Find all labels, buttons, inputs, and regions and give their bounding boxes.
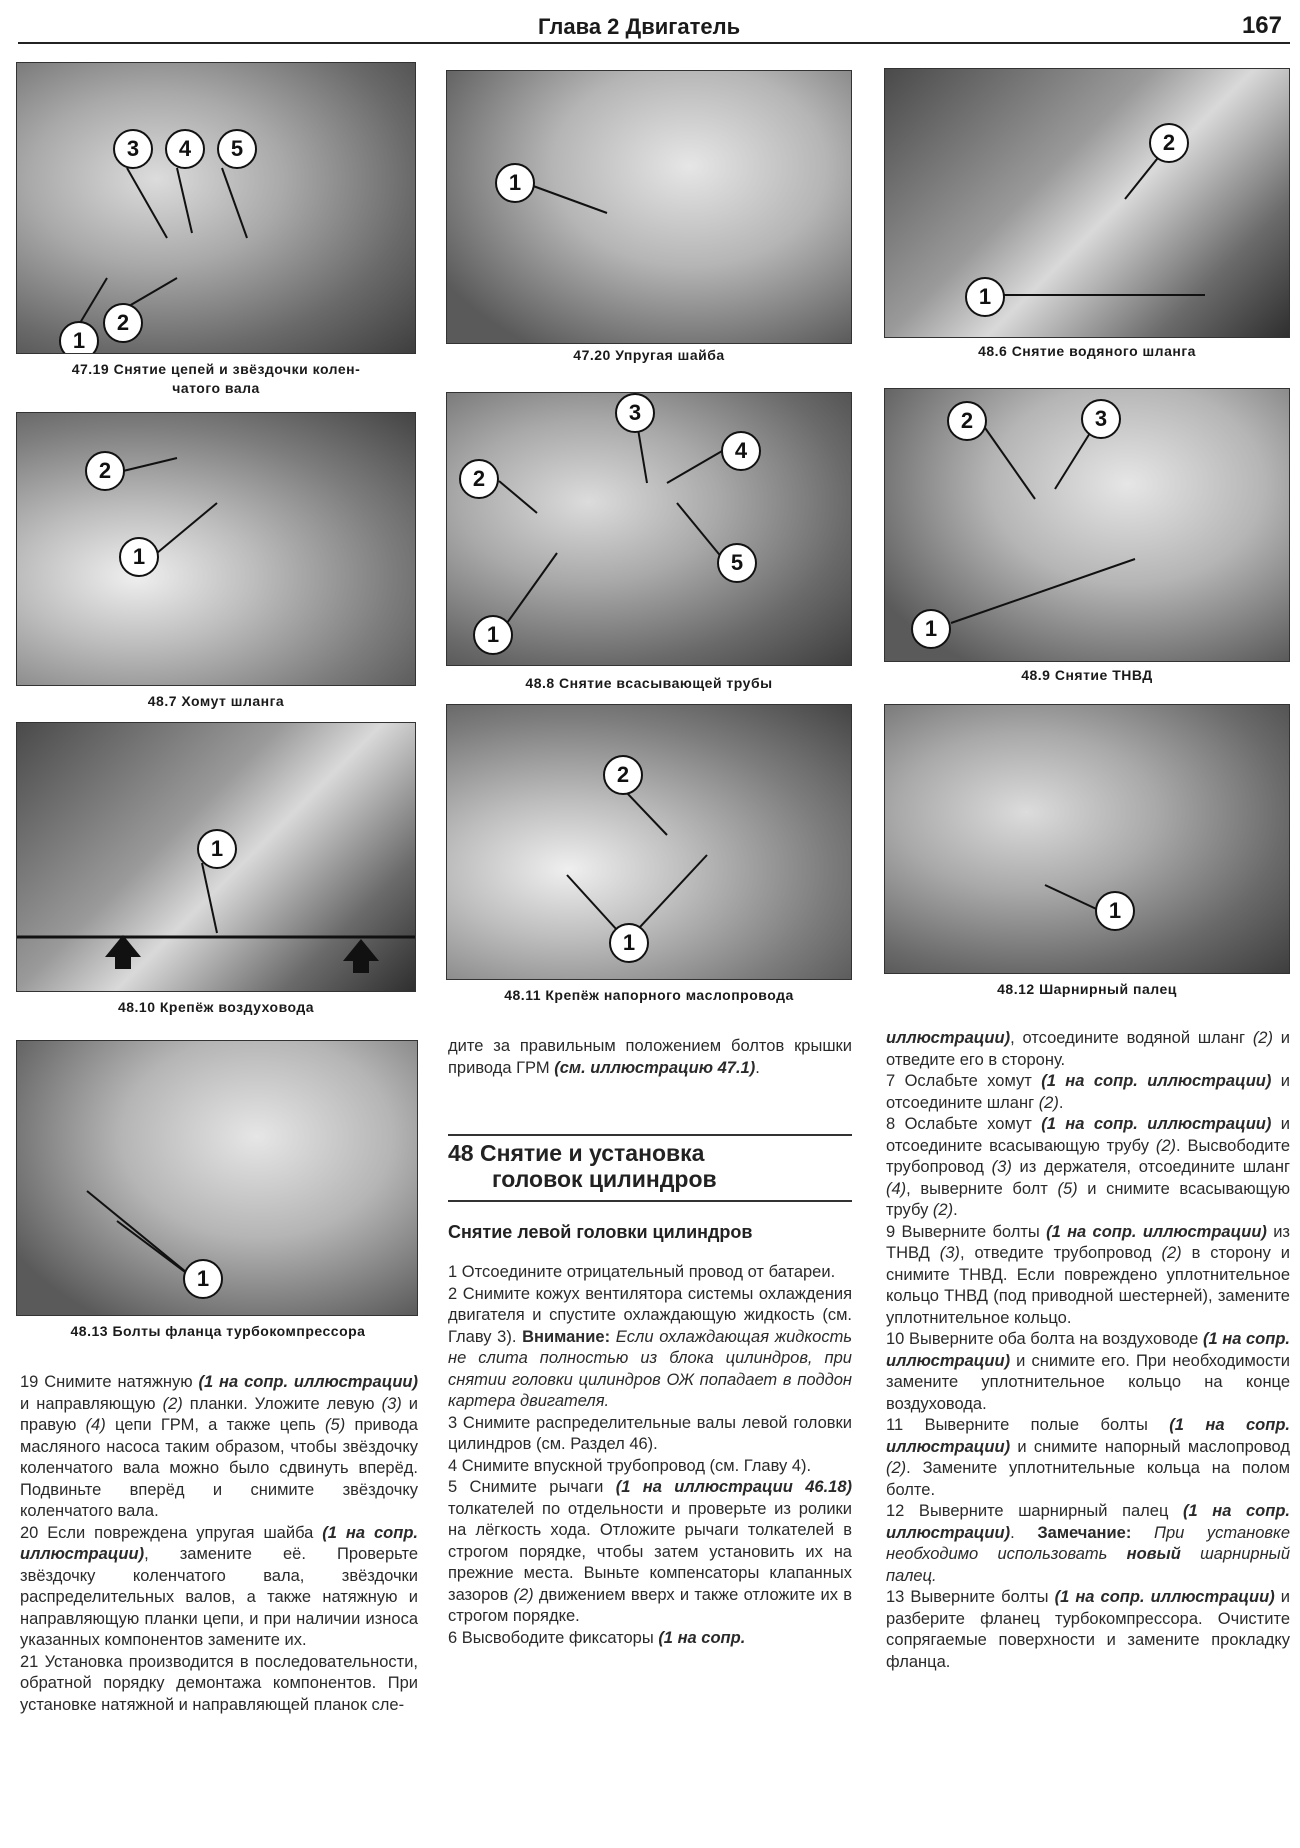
figure-photo: [16, 412, 416, 686]
section-rule: [448, 1134, 852, 1136]
figure-photo: [16, 722, 416, 992]
callout-1: 1: [473, 615, 513, 655]
figure-47-20-caption: 47.20 Упругая шайба: [573, 347, 725, 363]
figure-48-12-caption: 48.12 Шарнирный палец: [997, 981, 1177, 997]
step-3: 3 Снимите распределительные валы левой головки цилиндров (см. Раздел 46).: [448, 1413, 852, 1453]
step-1: 1 Отсоедините отрицательный провод от батареи.: [448, 1263, 836, 1281]
section-rule: [448, 1200, 852, 1202]
figure-photo: [446, 392, 852, 666]
figure-48-11-caption: 48.11 Крепёж напорного маслопровода: [504, 987, 794, 1003]
leader-lines: [17, 63, 415, 353]
step-6-continuation: иллюстрации), отсоедините водяной шланг (2) и отведите его в сторону.: [886, 1029, 1290, 1069]
page-number: 167: [1241, 12, 1282, 39]
step-12: 12 Выверните шарнирный палец (1 на сопр. иллюстрации). Замечание: При установке необходимо использовать новый шарнирный палец.: [886, 1502, 1291, 1585]
step-2: 2 Снимите кожух вентилятора системы охлаждения двигателя и спустите охлаждающую жидкость (см. Главу 3). Внимание: Если охлаждающая жидкость не слита полностью из блока цилиндров, при снятии головки цилиндров ОЖ попадает в поддон картера двигателя.: [448, 1284, 853, 1410]
step-10: 10 Выверните оба болта на воздуховоде (1 на сопр. иллюстрации) и снимите его. При необходимости замените уплотнительное кольцо на конце воздуховода.: [886, 1330, 1291, 1413]
step-6: 6 Высвободите фиксаторы (1 на сопр.: [448, 1628, 746, 1647]
figure-47-20: [446, 70, 852, 346]
figure-47-19: [16, 62, 418, 358]
figure-47-19-caption: 47.19 Снятие цепей и звёздочки колен- чатого вала: [71, 361, 361, 396]
callout-1: 1: [965, 277, 1005, 317]
leader-lines: [17, 413, 415, 685]
figure-photo: [446, 704, 852, 980]
arrow-marker: [105, 935, 141, 957]
leader-lines: [885, 69, 1289, 337]
figure-photo: [16, 1040, 418, 1316]
figure-48-10-caption: 48.10 Крепёж воздуховода: [117, 999, 315, 1015]
figure-48-6: [884, 68, 1292, 340]
callout-1: 1: [197, 829, 237, 869]
figure-48-8-caption: 48.8 Снятие всасывающей трубы: [525, 675, 773, 691]
figure-48-7-caption: 48.7 Хомут шланга: [147, 693, 285, 709]
step-5: 5 Снимите рычаги (1 на иллюстрации 46.18) толкателей по отдельности и проверьте из ролики на лёгкость хода. Отложите рычаги толкателей в строгом порядке, чтобы затем установить их на прежние места. Выньте компенсаторы клапанных зазоров (2) движением вверх и также отложите их в строгом порядке.: [448, 1478, 852, 1625]
callout-1: 1: [1095, 891, 1135, 931]
text-column-2-body: [448, 1262, 852, 1649]
callout-2: 2: [85, 451, 125, 491]
callout-1: 1: [495, 163, 535, 203]
step-9: 9 Выверните болты (1 на сопр. иллюстрации) из ТНВД (3), отведите трубопровод (2) в сторону и снимите ТНВД. Если повреждено уплотнительное кольцо ТНВД (под приводной шестерней), замените уплотнительное кольцо.: [886, 1222, 1290, 1327]
text-column-2: [448, 1036, 852, 1079]
figure-48-11: [446, 704, 852, 982]
figure-photo: [884, 704, 1290, 974]
step-7: 7 Ослабьте хомут (1 на сопр. иллюстрации) и отсоедините шланг (2).: [886, 1072, 1290, 1112]
callout-1: 1: [183, 1259, 223, 1299]
text-column-3: [886, 1028, 1290, 1673]
leader-lines: [885, 705, 1289, 973]
step-13: 13 Выверните болты (1 на сопр. иллюстрации) и разберите фланец турбокомпрессора. Очистите сопрягаемые поверхности и замените прокладку фланца.: [886, 1588, 1290, 1671]
paragraph-20: 20 Если повреждена упругая шайба (1 на сопр. иллюстрации), замените её. Проверьте звёздочку коленчатого вала, звёздочки распределительных валов, а также натяжную и направляющую планки цепи, и при наличии износа указанных компонентов замените их.: [20, 1523, 418, 1649]
leader-lines: [447, 705, 851, 979]
figure-photo: [884, 388, 1290, 662]
callout-4: 4: [165, 129, 205, 169]
figure-48-10: [16, 722, 418, 994]
step-8: 8 Ослабьте хомут (1 на сопр. иллюстрации) и отсоедините всасывающую трубу (2). Высвободите трубопровод (3) из держателя, отсоедините шланг (4), выверните болт (5) и снимите всасывающую трубу (2).: [886, 1115, 1290, 1219]
figure-48-13-caption: 48.13 Болты фланца турбокомпрессора: [70, 1323, 366, 1339]
step-11: 11 Выверните полые болты (1 на сопр. иллюстрации) и снимите напорный маслопровод (2). Замените уплотнительные кольца на полом болте.: [886, 1416, 1290, 1499]
step-4: 4 Снимите впускной трубопровод (см. Главу 4).: [448, 1456, 812, 1475]
paragraph-19: 19 Снимите натяжную (1 на сопр. иллюстрации) и направляющую (2) планки. Уложите левую (3) и правую (4) цепи ГРМ, а также цепь (5) привода масляного насоса таким образом, чтобы звёздочку коленчатого вала можно было сдвинуть вперёд. Подвиньте вперёд и снимите звёздочку коленчатого вала.: [20, 1373, 419, 1520]
callout-3: 3: [1081, 399, 1121, 439]
figure-photo: [16, 62, 416, 354]
callout-1: 1: [911, 609, 951, 649]
chapter-title: Глава 2 Двигатель: [538, 14, 741, 39]
page-header: [18, 8, 1290, 44]
figure-48-8: [446, 392, 852, 668]
figure-48-6-caption: 48.6 Снятие водяного шланга: [978, 343, 1196, 359]
paragraph-21: 21 Установка производится в последовательности, обратной порядку демонтажа компонентов. При установке натяжной и направляющей планок сле-: [20, 1652, 418, 1714]
callout-3: 3: [615, 393, 655, 433]
figure-48-12: [884, 704, 1292, 976]
callout-5: 5: [717, 543, 757, 583]
callout-1: 1: [119, 537, 159, 577]
callout-2: 2: [103, 303, 143, 343]
paragraph-continuation: дите за правильным положением болтов крышки привода ГРМ (см. иллюстрацию 47.1).: [448, 1037, 852, 1077]
subsection-title: Снятие левой головки цилиндров: [448, 1222, 753, 1242]
callout-2: 2: [947, 401, 987, 441]
figure-48-7: [16, 412, 418, 688]
callout-3: 3: [113, 129, 153, 169]
figure-photo: [884, 68, 1290, 338]
callout-2: 2: [459, 459, 499, 499]
callout-2: 2: [603, 755, 643, 795]
callout-2: 2: [1149, 123, 1189, 163]
callout-5: 5: [217, 129, 257, 169]
callout-1: 1: [59, 321, 99, 354]
callout-4: 4: [721, 431, 761, 471]
figure-48-9-caption: 48.9 Снятие ТНВД: [1021, 667, 1153, 683]
figure-photo: [446, 70, 852, 344]
figure-48-13: [16, 1040, 420, 1318]
text-column-1: [20, 1372, 418, 1716]
section-title: 48 Снятие и установка головок цилиндров: [448, 1140, 717, 1192]
figure-48-9: [884, 388, 1292, 664]
callout-1: 1: [609, 923, 649, 963]
arrow-marker: [343, 939, 379, 961]
leader-lines: [447, 71, 851, 343]
